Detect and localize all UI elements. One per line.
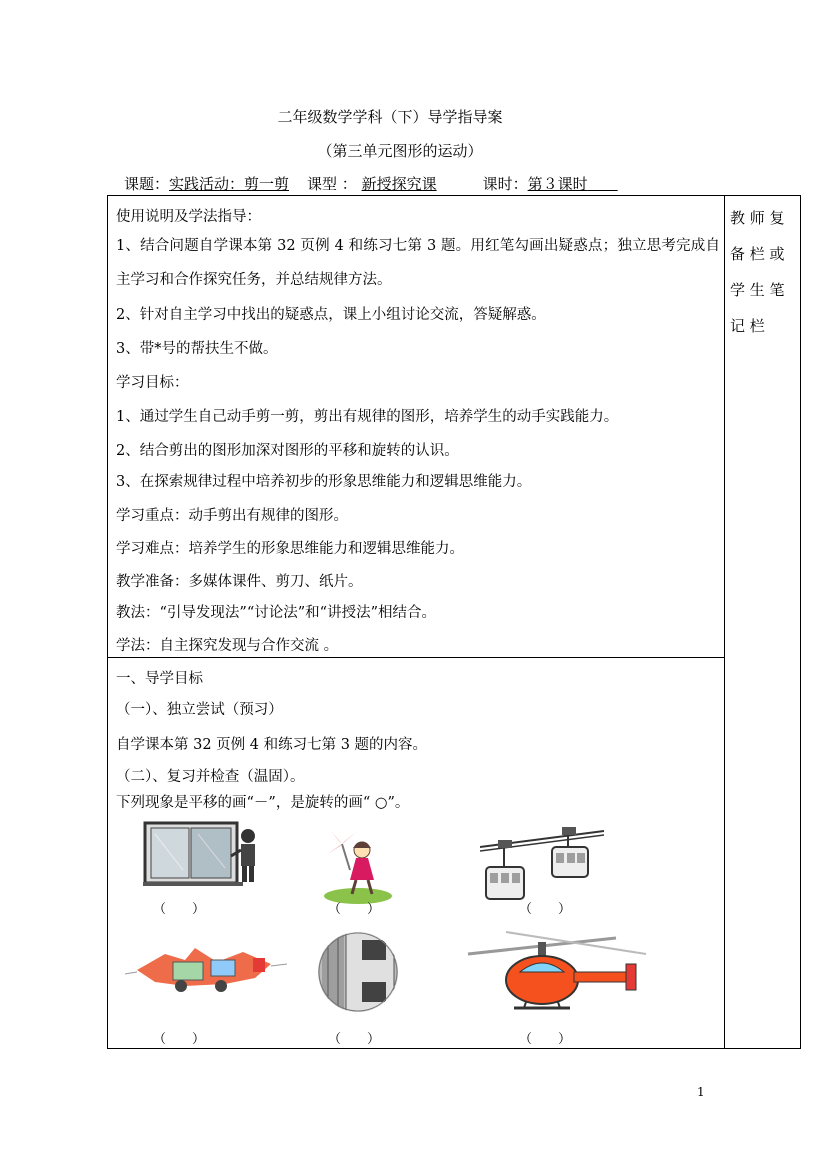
section-part-2-text: 下列现象是平移的画“－”，是旋转的画“ ○”。 — [116, 795, 410, 811]
row-divider — [107, 657, 725, 658]
document-title: 二年级数学学科（下）导学指导案 — [277, 108, 503, 126]
difficulty: 学习难点：培养学生的形象思维能力和逻辑思维能力。 — [116, 541, 464, 557]
answer-blank-1[interactable]: （ ） — [153, 902, 206, 917]
answer-blank-5[interactable]: （ ） — [328, 1032, 381, 1047]
section-part-1-text: 自学课本第 32 页例 4 和练习七第 3 题的内容。 — [116, 737, 428, 753]
goal-item-1: 1、通过学生自己动手剪一剪，剪出有规律的图形，培养学生的动手实践能力。 — [116, 409, 619, 425]
answer-blank-2[interactable]: （ ） — [328, 902, 381, 917]
period-value: 第３课时 — [527, 175, 588, 193]
elevator-picture — [318, 930, 398, 1014]
lesson-value: 实践活动：剪一剪 — [169, 175, 290, 193]
toy-train-picture — [125, 928, 287, 998]
lesson-meta-line — [124, 173, 618, 194]
goal-item-2: 2、结合剪出的图形加深对图形的平移和旋转的认识。 — [116, 443, 459, 459]
answer-blank-3[interactable]: （ ） — [519, 902, 572, 917]
instruction-item-1: 1、结合问题自学课本第 32 页例 4 和练习七第 3 题。用红笔勾画出疑惑点；独立思考完成自主学习和合作探究任务，并总结规律方法。 — [116, 238, 720, 288]
type-value: 新授探究课 — [361, 175, 437, 193]
preparation: 教学准备：多媒体课件、剪刀、纸片。 — [116, 574, 363, 590]
answer-blank-4[interactable]: （ ） — [153, 1032, 206, 1047]
helicopter-picture — [466, 924, 656, 1016]
document-subtitle: （第三单元图形的运动） — [317, 142, 483, 160]
page-number: 1 — [697, 1085, 705, 1099]
instructions-heading: 使用说明及学法指导： — [116, 209, 261, 225]
instruction-item-3: 3、带*号的帮扶生不做。 — [116, 341, 278, 357]
answer-blank-6[interactable]: （ ） — [519, 1032, 572, 1047]
section-part-1: （一）、独立尝试（预习） — [116, 702, 283, 718]
pinwheel-girl-picture — [322, 822, 394, 904]
teaching-method: 教法：“引导发现法”“讨论法”和“讲授法”相结合。 — [116, 605, 436, 621]
lesson-label: 课题： — [124, 175, 170, 193]
period-label: 课时： — [482, 175, 528, 193]
learning-method: 学法：自主探究发现与合作交流 。 — [116, 638, 339, 654]
window-slide-picture — [143, 820, 265, 888]
column-divider — [724, 195, 725, 1048]
section-part-2: （二）、复习并检查（温固）。 — [116, 769, 305, 785]
section-heading: 一、导学目标 — [116, 671, 203, 687]
goals-heading: 学习目标： — [116, 375, 189, 391]
instruction-item-2: 2、针对自主学习中找出的疑惑点，课上小组讨论交流，答疑解惑。 — [116, 307, 546, 323]
goal-item-3: 3、在探索规律过程中培养初步的形象思维能力和逻辑思维能力。 — [116, 474, 532, 490]
notes-column-label: 教 师 复 备 栏 或 学 生 笔 记 栏 — [730, 209, 785, 335]
cable-car-picture — [480, 817, 604, 903]
key-point: 学习重点：动手剪出有规律的图形。 — [116, 508, 348, 524]
type-label: 课型 ： — [307, 175, 357, 193]
